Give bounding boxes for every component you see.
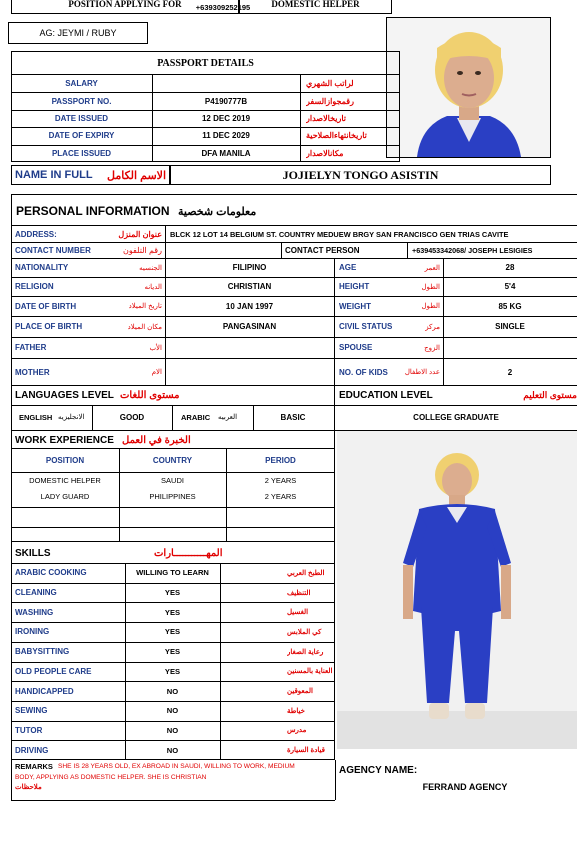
passport-row-value: P4190777B <box>204 96 248 106</box>
divider <box>335 405 577 406</box>
personal-left-label: DATE OF BIRTH <box>15 301 77 311</box>
skill-value: YES <box>164 647 181 657</box>
passport-row-arabic: تاريخالاصدار <box>306 113 346 123</box>
arabic-label: ARABIC <box>181 412 211 422</box>
divider <box>11 92 400 93</box>
full-name: JOJIELYN TONGO ASISTIN <box>282 167 439 182</box>
skill-arabic: مدرس <box>287 727 307 735</box>
passport-details-title: PASSPORT DETAILS <box>157 57 254 69</box>
skill-arabic: قيادة السيارة <box>287 747 325 755</box>
agency-name: FERRAND AGENCY <box>422 782 508 792</box>
personal-right-label: SPOUSE <box>339 343 373 352</box>
personal-info-arabic: معلومات شخصية <box>178 205 257 218</box>
education-arabic: مستوى التعليم <box>523 389 577 400</box>
personal-left-value: 10 JAN 1997 <box>225 301 274 311</box>
skill-label: TUTOR <box>15 725 43 735</box>
divider <box>220 563 221 760</box>
divider <box>300 74 301 162</box>
agency-label: AGENCY NAME: <box>339 764 418 776</box>
divider <box>11 800 335 801</box>
divider <box>11 507 335 508</box>
skill-label: HANDICAPPED <box>15 686 74 696</box>
divider <box>11 405 335 406</box>
education-title: EDUCATION LEVEL <box>339 389 433 401</box>
divider <box>11 448 335 449</box>
skill-value: WILLING TO LEARN <box>136 568 209 578</box>
divider <box>407 242 408 258</box>
divider <box>11 277 577 278</box>
passport-row-label: DATE ISSUED <box>54 113 109 123</box>
work-col-country: COUNTRY <box>152 455 193 465</box>
skill-value: YES <box>164 607 181 617</box>
personal-left-label: PLACE OF BIRTH <box>15 322 83 331</box>
skill-arabic: كي الملابس <box>287 628 322 636</box>
passport-row-value: 11 DEC 2029 <box>202 131 250 141</box>
skill-value: YES <box>164 588 181 598</box>
skill-label: DRIVING <box>15 745 49 755</box>
skill-arabic: الطبخ العربي <box>287 569 325 577</box>
arabic-arabic: العربيه <box>218 414 238 421</box>
personal-left-value: PANGASINAN <box>222 322 277 331</box>
contact-number-value: +639309252195 <box>195 3 251 12</box>
passport-row-label: DATE OF EXPIRY <box>48 131 115 141</box>
divider <box>11 662 335 663</box>
personal-right-arabic: الطول <box>421 283 440 291</box>
personal-left-arabic: الديانه <box>144 283 162 291</box>
personal-left-label: NATIONALITY <box>15 263 69 272</box>
personal-left-label: FATHER <box>15 343 47 352</box>
divider <box>165 258 166 386</box>
passport-row-label: PLACE ISSUED <box>51 148 112 158</box>
divider <box>334 258 335 386</box>
skill-value: YES <box>164 666 181 676</box>
name-label: NAME IN FULL <box>15 169 93 181</box>
personal-right-arabic: الزوج <box>424 344 440 352</box>
skill-arabic: الغسيل <box>287 609 309 617</box>
skill-arabic: التنظيف <box>287 589 311 597</box>
personal-right-label: HEIGHT <box>339 282 370 291</box>
passport-photo <box>387 18 550 157</box>
divider <box>172 405 173 431</box>
arabic-level: BASIC <box>280 412 306 422</box>
passport-row-value <box>152 75 300 92</box>
work-col-position: POSITION <box>45 455 85 465</box>
passport-row-value: DFA MANILA <box>201 148 251 158</box>
divider <box>11 721 335 722</box>
work-col-period: PERIOD <box>265 455 296 465</box>
remarks-arabic: ملاحظات <box>15 784 42 791</box>
divider <box>11 701 335 702</box>
divider <box>11 296 577 297</box>
passport-photo-frame <box>386 17 551 158</box>
passport-row-label: SALARY <box>65 79 98 89</box>
personal-right-value: 5'4 <box>504 282 516 291</box>
skill-arabic: خياطة <box>287 707 305 715</box>
skill-label: WASHING <box>15 607 54 617</box>
personal-right-value: 28 <box>505 263 515 272</box>
work-title: WORK EXPERIENCE <box>15 434 114 446</box>
skill-value: YES <box>164 627 181 637</box>
divider <box>11 527 335 528</box>
passport-row-label: PASSPORT NO. <box>51 96 112 106</box>
divider <box>281 242 282 258</box>
english-label: ENGLISH <box>19 412 53 422</box>
passport-row-arabic: تاريخانتهاءالصلاحية <box>306 131 367 141</box>
divider <box>11 583 335 584</box>
personal-left-arabic: الأب <box>149 344 162 352</box>
personal-right-arabic: العمر <box>424 264 440 272</box>
skills-title: SKILLS <box>15 547 51 559</box>
contact-person-label: CONTACT PERSON <box>285 246 360 255</box>
divider <box>11 358 577 359</box>
skill-arabic: المعوقين <box>287 688 313 696</box>
personal-left-label: RELIGION <box>15 282 54 291</box>
remarks-line-2: BODY, APPLYING AS DOMESTIC HELPER. SHE IS CHRISTIAN <box>15 773 207 781</box>
remarks-label: REMARKS <box>15 761 53 771</box>
personal-left-arabic: الام <box>151 369 162 376</box>
divider <box>11 740 335 741</box>
passport-row-value: 12 DEC 2019 <box>201 113 251 123</box>
contact-number-label: CONTACT NUMBER <box>15 246 91 255</box>
skill-value: NO <box>166 706 179 716</box>
work-cell: 2 YEARS <box>264 491 297 501</box>
personal-left-label: MOTHER <box>15 367 50 377</box>
skill-label: SEWING <box>15 706 48 716</box>
skills-arabic: المهـــــــــــارات <box>154 547 223 559</box>
full-body-photo-frame <box>335 431 577 760</box>
personal-right-value: 85 KG <box>498 301 522 311</box>
personal-left-arabic: مكان الميلاد <box>127 323 162 331</box>
divider <box>11 642 335 643</box>
skill-value: NO <box>166 745 179 755</box>
divider <box>11 127 400 128</box>
english-arabic: الانجليزيه <box>58 414 85 421</box>
work-cell: SAUDI <box>161 475 184 485</box>
personal-right-label: WEIGHT <box>339 301 371 311</box>
english-level: GOOD <box>119 412 145 422</box>
personal-left-arabic: الجنسيه <box>139 264 162 272</box>
languages-arabic: مستوى اللغات <box>120 389 180 401</box>
skill-label: IRONING <box>15 627 50 637</box>
divider <box>11 681 335 682</box>
divider <box>11 316 577 317</box>
skill-label: CLEANING <box>15 588 57 598</box>
divider <box>335 760 336 800</box>
skill-label: BABYSITTING <box>15 647 70 657</box>
skill-label: ARABIC COOKING <box>15 568 87 578</box>
divider <box>11 602 335 603</box>
personal-right-value <box>443 337 577 358</box>
applying-value: DOMESTIC HELPER <box>271 0 360 9</box>
personal-right-arabic: الطول <box>421 303 440 310</box>
address-value: BLCK 12 LOT 14 BELGIUM ST. COUNTRY MEDUEW BRGY SAN FRANCISCO GEN TRIAS CAVITE <box>170 229 509 239</box>
contact-person-value: +639453342068/ JOSEPH LESIGIES <box>412 246 533 255</box>
personal-left-value <box>165 337 334 358</box>
personal-left-value: FILIPINO <box>232 263 267 272</box>
divider <box>125 563 126 760</box>
divider <box>11 622 335 623</box>
address-label: ADDRESS: <box>15 229 57 239</box>
skill-arabic: رعاية الصغار <box>287 648 324 656</box>
personal-info-title: PERSONAL INFORMATION <box>16 204 170 218</box>
skill-arabic: العناية بالمسنين <box>287 668 333 676</box>
applying-label: POSITION APPLYING FOR <box>68 0 182 9</box>
personal-right-label: CIVIL STATUS <box>339 322 393 331</box>
divider <box>165 225 166 242</box>
agent-label: AG: JEYMI / RUBY <box>39 28 117 38</box>
skill-value: NO <box>166 686 179 696</box>
work-cell: PHILIPPINES <box>149 491 196 501</box>
skill-label: OLD PEOPLE CARE <box>15 666 92 676</box>
personal-right-arabic: مركز <box>425 323 440 331</box>
passport-row-arabic: رقمجوازالسفر <box>306 96 354 106</box>
languages-title: LANGUAGES LEVEL <box>15 389 114 401</box>
personal-right-label: AGE <box>339 263 357 272</box>
divider <box>443 258 444 386</box>
work-arabic: الخبرة في العمل <box>122 434 191 446</box>
divider <box>11 760 12 800</box>
personal-right-label: NO. OF KIDS <box>339 367 388 377</box>
divider <box>11 145 400 146</box>
skill-value: NO <box>166 725 179 735</box>
contact-number-arabic: رقم التلفون <box>122 246 162 255</box>
personal-left-value: CHRISTIAN <box>227 282 272 291</box>
work-cell: DOMESTIC HELPER <box>29 475 101 485</box>
personal-left-value <box>165 358 334 386</box>
passport-row-arabic: لراتب الشهري <box>306 79 354 89</box>
personal-right-value: SINGLE <box>495 322 525 331</box>
personal-right-value: 2 <box>507 367 513 377</box>
passport-row-arabic: مكانالاصدار <box>306 148 344 158</box>
address-arabic: عنوان المنزل <box>118 229 162 239</box>
personal-right-arabic: عدد الاطفال <box>404 369 440 376</box>
remarks-line-1: SHE IS 28 YEARS OLD, EX ABROAD IN SAUDI, WILLING TO WORK, MEDIUM <box>58 762 295 770</box>
education-value: COLLEGE GRADUATE <box>413 412 499 422</box>
name-arabic-label: الاسم الكامل <box>107 169 166 182</box>
work-cell: 2 YEARS <box>264 475 297 485</box>
work-cell: LADY GUARD <box>40 491 90 501</box>
personal-left-arabic: تاريخ الميلاد <box>128 303 162 310</box>
divider <box>11 110 400 111</box>
divider <box>165 242 166 258</box>
full-body-photo <box>337 431 577 749</box>
divider <box>11 337 577 338</box>
